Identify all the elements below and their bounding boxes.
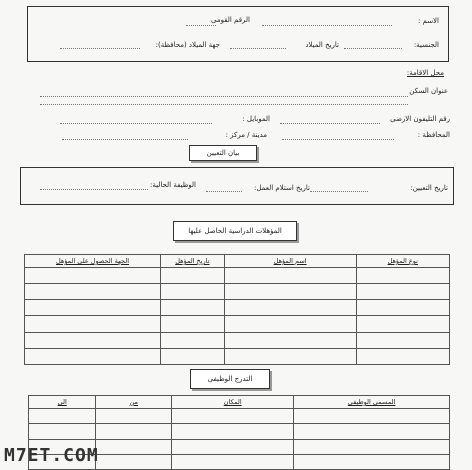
col-place: المكان <box>172 396 294 409</box>
appointment-date-field[interactable] <box>310 191 368 192</box>
birth-date-field[interactable] <box>230 48 286 49</box>
residence-header: محل الاقامة: <box>406 69 444 77</box>
watermark-logo: M7ET.COM <box>4 445 99 466</box>
address-field-2[interactable] <box>40 104 408 105</box>
name-field[interactable] <box>262 25 392 26</box>
address-label: عنوان السكن <box>409 87 448 95</box>
birth-place-field[interactable] <box>60 48 140 49</box>
table-row[interactable] <box>25 332 450 348</box>
governorate-field[interactable] <box>282 139 394 140</box>
qualifications-header-row <box>25 255 450 268</box>
national-id-field[interactable] <box>186 25 216 26</box>
appointment-date-label: تاريخ التعيين: <box>410 184 448 192</box>
personal-info-box <box>27 6 449 62</box>
qualifications-title: المؤهلات الدراسية الحاصل عليها <box>173 221 297 241</box>
table-row[interactable] <box>29 409 450 424</box>
nationality-field[interactable] <box>344 48 402 49</box>
appointment-box <box>20 167 454 205</box>
mobile-field[interactable] <box>60 123 212 124</box>
qualifications-table <box>24 254 450 365</box>
start-work-field[interactable] <box>206 191 242 192</box>
landline-field[interactable] <box>280 123 380 124</box>
table-row[interactable] <box>25 348 450 364</box>
address-field[interactable] <box>40 96 408 97</box>
table-row[interactable] <box>25 316 450 332</box>
current-job-label: الوظيفة الحالية: <box>150 181 196 189</box>
mobile-label: الموبايل : <box>242 115 270 123</box>
table-row[interactable] <box>25 268 450 284</box>
col-qualification-type: نوع المؤهل <box>356 255 450 268</box>
governorate-label: المحافظة : <box>417 131 450 139</box>
career-header-row <box>29 396 450 409</box>
birth-place-label: جهة الميلاد (محافظة): <box>155 41 220 49</box>
col-job-title: المسمى الوظيفى <box>294 396 450 409</box>
career-title: التدرج الوظيفى <box>190 369 270 389</box>
col-from: من <box>96 396 172 409</box>
current-job-field[interactable] <box>40 189 148 190</box>
table-row[interactable] <box>25 284 450 300</box>
appointment-title: بيان التعيين <box>189 145 257 161</box>
table-row[interactable] <box>29 424 450 439</box>
birth-date-label: تاريخ الميلاد <box>305 41 339 49</box>
col-qualification-authority: الجهة الحصول على المؤهل <box>25 255 161 268</box>
col-to: الى <box>29 396 96 409</box>
nationality-label: الجنسية: <box>413 41 439 49</box>
col-qualification-date: تاريخ المؤهل <box>161 255 225 268</box>
city-field[interactable] <box>62 139 188 140</box>
name-label: الاسم : <box>417 17 439 25</box>
col-qualification-name: اسم المؤهل <box>224 255 356 268</box>
table-row[interactable] <box>25 300 450 316</box>
city-label: مدينة / مركز : <box>225 131 267 139</box>
landline-label: رقم التليفون الارضى <box>390 115 450 123</box>
start-work-label: تاريخ استلام العمل: <box>254 184 310 192</box>
national-id-label: الرقم القومى <box>211 16 250 24</box>
